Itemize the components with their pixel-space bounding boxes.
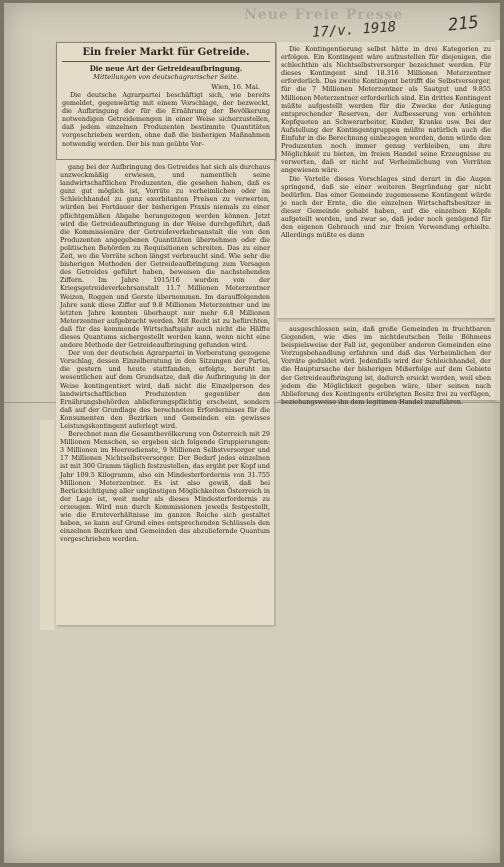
article-byline: Mitteilungen von deutschagrarischer Seite. (93, 73, 239, 81)
paper-tab (495, 40, 500, 400)
right-paragraph: ausgeschlossen sein, daß große Gemeinden in fruchtbaren Gegenden, wie dies im nichtdeutschen Teile Böhmens beispielsweise der Fall ist, gegenüber anderen Gemeinden eine Vorzugsbehandlung erfahren und daß das Verheimlichen der Vorräte geduldet wird. Jedenfalls wird der Schleichhandel, der die Hauptursache der bisherigen Mißerfolge auf dem Gebiete der Getreideaufbringung ist, dadurch ersickt werden, weil eben jedem die Möglichkeit gegeben wäre, über seinen nach Ablieferung des Kontingents erübrigten Besitz frei zu verfügen, beziehungsweise ihn dem legitimen Handel zuzuführen. (281, 325, 491, 406)
article-title: Ein freier Markt für Getreide. (62, 47, 270, 62)
article-subtitle: Die neue Art der Getreideaufbringung. (89, 64, 243, 73)
paper-tab (40, 420, 54, 630)
handwritten-number: 215 (447, 12, 480, 36)
article-intro: Die deutsche Agrarpartei beschäftigt sich, wie bereits gemeldet, gegenwärtig mit einem Vorschlage, der bezweckt, die Aufbringung der für die Ernährung der Bevölkerung notwendigen Getreidemengen in einer Weise sicherzustellen, daß jedem einzelnen Produzenten bestimmte Quantitäten vorgeschrieben werden, ohne daß die bisherigen Maßnahmen notwendig werden. Der bis nun geübte Vor- (62, 91, 270, 148)
handwritten-date: 17/v. 1918 (311, 19, 397, 41)
article-dateline: Wien, 16. Mai. (211, 83, 260, 91)
left-paragraph: Berechnet man die Gesamtbevölkerung von Österreich mit 29 Millionen Menschen, so ergeben sich folgende Gruppierungen: 3 Millionen im Heeresdienste, 9 Millionen Selbstversorger und 17 Millionen Nichtselbstversorger. Der Bedarf jedes einzelnen ist mit 300 Gramm täglich festzustellen, das ergibt per Kopf und Jahr 109.5 Kilogramm, also ein Mindesterfordernis von 31.755 Millionen Meterzentner. Es ist also gewiß, daß bei Berücksichtigung aller ungünstigen Möglichkeiten Österreich in der Lage ist, weit mehr als dieses Mindesterfordernis zu erzeugen. Wird nun durch Kommissionen jeweils festgestellt, wie die Ernteverhältnisse im ganzen Reiche sich gestaltet haben, so kann auf Grund eines entsprechenden Schlüssels den einzelnen Bezirken und Gemeinden das abzuliefernde Quantum vorgeschrieben werden. (60, 430, 270, 544)
right-paragraph: Die Vorteile dieses Vorschlages sind derart in die Augen springend, daß sie einer weiteren Begründung gar nicht bedürfen. Das einer Gemeinde zugemessene Kontingent würde je nach der Ernte, die die einzelnen Wirtschaftsbesitzer in dieser Gemeinde gehabt haben, auf die einzelnen Köpfe aufgeteilt werden, und zwar so, daß jeder noch genügend für den eigenen Gebrauch und zur freien Verwendung erhielte. Allerdings müßte es dann (281, 174, 491, 240)
masthead-stamp: Neue Freie Presse (244, 7, 404, 23)
clipping-left-column (56, 160, 274, 625)
left-paragraph: Der von der deutschen Agrarpartei in Vorberatung gezogene Vorschlag, dessen Einzelberatung in den Sitzungen der Partei, die gestern und heute stattfanden, erfolgte, beruht im wesentlichen auf dem Grundsatze, daß die Aufbringung in der Weise kontingentiert wird, daß nicht die Einzelperson des landwirtschaftlichen Produzenten gegenüber den Ernährungsbehörden ablieferungspflichtig erscheint, sondern daß auf der Grundlage des berechneten Erfordernisses für die Konsumenten den Bezirken und Gemeinden ein gewisses Leistungskontingent auferlegt wird. (60, 349, 270, 430)
right-paragraph: Die Kontingentierung selbst hätte in drei Kategorien zu erfolgen. Ein Kontingent wäre aufzustellen für diejenigen, die schlechthin als Nichtselbstversorger bezeichnet werden. Für dieses Kontingent sind 18.316 Millionen Meterzentner erforderlich. Das zweite Kontingent betrifft die Selbstversorger, für die 7 Millionen Meterzentner als Saatgut und 9.855 Millionen Meterzentner erforderlich sind. Ein drittes Kontingent müßte aufgestellt werden für die Zwecke der Anlegung entsprechender Reserven, der Aufbesserung von erhöhten Kopfquoten an Schwerarbeiter, Kinder, Kranke usw. Bei der Aufstellung der Kontingentgruppen müßte natürlich auch die Einfuhr in die Berechnung einbezogen werden, denn würde den Produzenten noch immer genug verbleiben, um ihre Möglichkeit zu bieten, im freien Handel seine Erzeugnisse zu verwerten, daß er nicht auf Verheimlichung von Vorräten angewiesen wäre. (281, 45, 491, 175)
clipping-right-continuation (277, 322, 495, 406)
left-paragraph: gang bei der Aufbringung des Getreides hat sich als durchaus unzweckmäßig erwiesen, und namentlich seine landwirtschaftlichen Produzenten, die gesehen haben, daß es ganz gut möglich ist, Vorräte zu verheimlichen oder im Schleichhandel zu ganz exorbitanten Preisen zu verwerten, würden bei Fortdauer der bisherigen Praxis niemals zu einer pflichtgemäßen Abgabe herangezogen werden können. Jetzt wird die Getreideaufbringung in der Weise durchgeführt, daß die Kommissionäre der Getreideverkehrsanstalt die von den Produzenten angegebenen Quantitäten übernehmen oder die politischen Behörden zu Requisitionen schreiten. Das zu einer Zeit, wo die Vorräte schon längst verbraucht sind. Wie sehr die bisherigen Methoden der Getreideaufbringung zum Versagen des Getreides geführt haben, beweisen die nachstehenden Ziffern. Im Jahre 1915/16 wurden von der Kriegsgetreideverkehrsanstalt 11.7 Millionen Meterzentner Weizen, Roggen und Gerste übernommen. Im darauffolgenden Jahre sank diese Ziffer auf 9.8 Millionen Meterzentner und im letzten Jahre konnten überhaupt nur mehr 6.8 Millionen Meterzentner aufgebracht werden. Mit Recht ist zu befürchten, daß für das kommende Wirtschaftsjahr auch nicht die Hälfte dieses Quantums sichergestellt werden kann, wenn nicht eine andere Methode der Getreideaufbringung gefunden wird. (60, 163, 270, 350)
clipping-right-column (277, 42, 495, 318)
clipping-headline-block (56, 42, 276, 160)
